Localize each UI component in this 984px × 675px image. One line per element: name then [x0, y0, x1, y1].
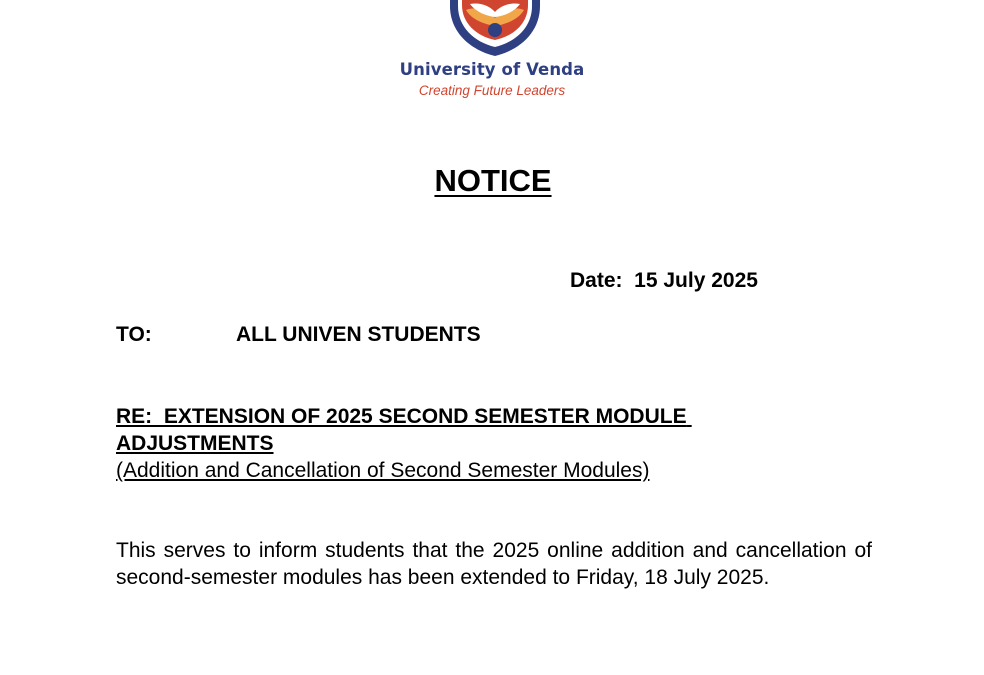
university-crest-logo	[448, 0, 542, 58]
subject-subtitle: (Addition and Cancellation of Second Semester Modules)	[116, 459, 650, 482]
university-tagline: Creating Future Leaders	[418, 83, 566, 98]
notice-title-text: NOTICE	[434, 163, 552, 198]
notice-body-paragraph: This serves to inform students that the 2025 online addition and cancellation of second-semester modules has been extended to Friday, 18 July 2025.	[116, 539, 872, 589]
to-recipients: ALL UNIVEN STUDENTS	[236, 323, 481, 346]
notice-title	[0, 163, 984, 199]
university-name: University of Venda	[399, 60, 585, 79]
subject-line: RE: EXTENSION OF 2025 SECOND SEMESTER MODULE ADJUSTMENTS	[116, 405, 692, 455]
notice-date: Date: 15 July 2025	[570, 269, 758, 292]
to-label: TO:	[116, 323, 152, 346]
subject-block	[116, 403, 816, 484]
